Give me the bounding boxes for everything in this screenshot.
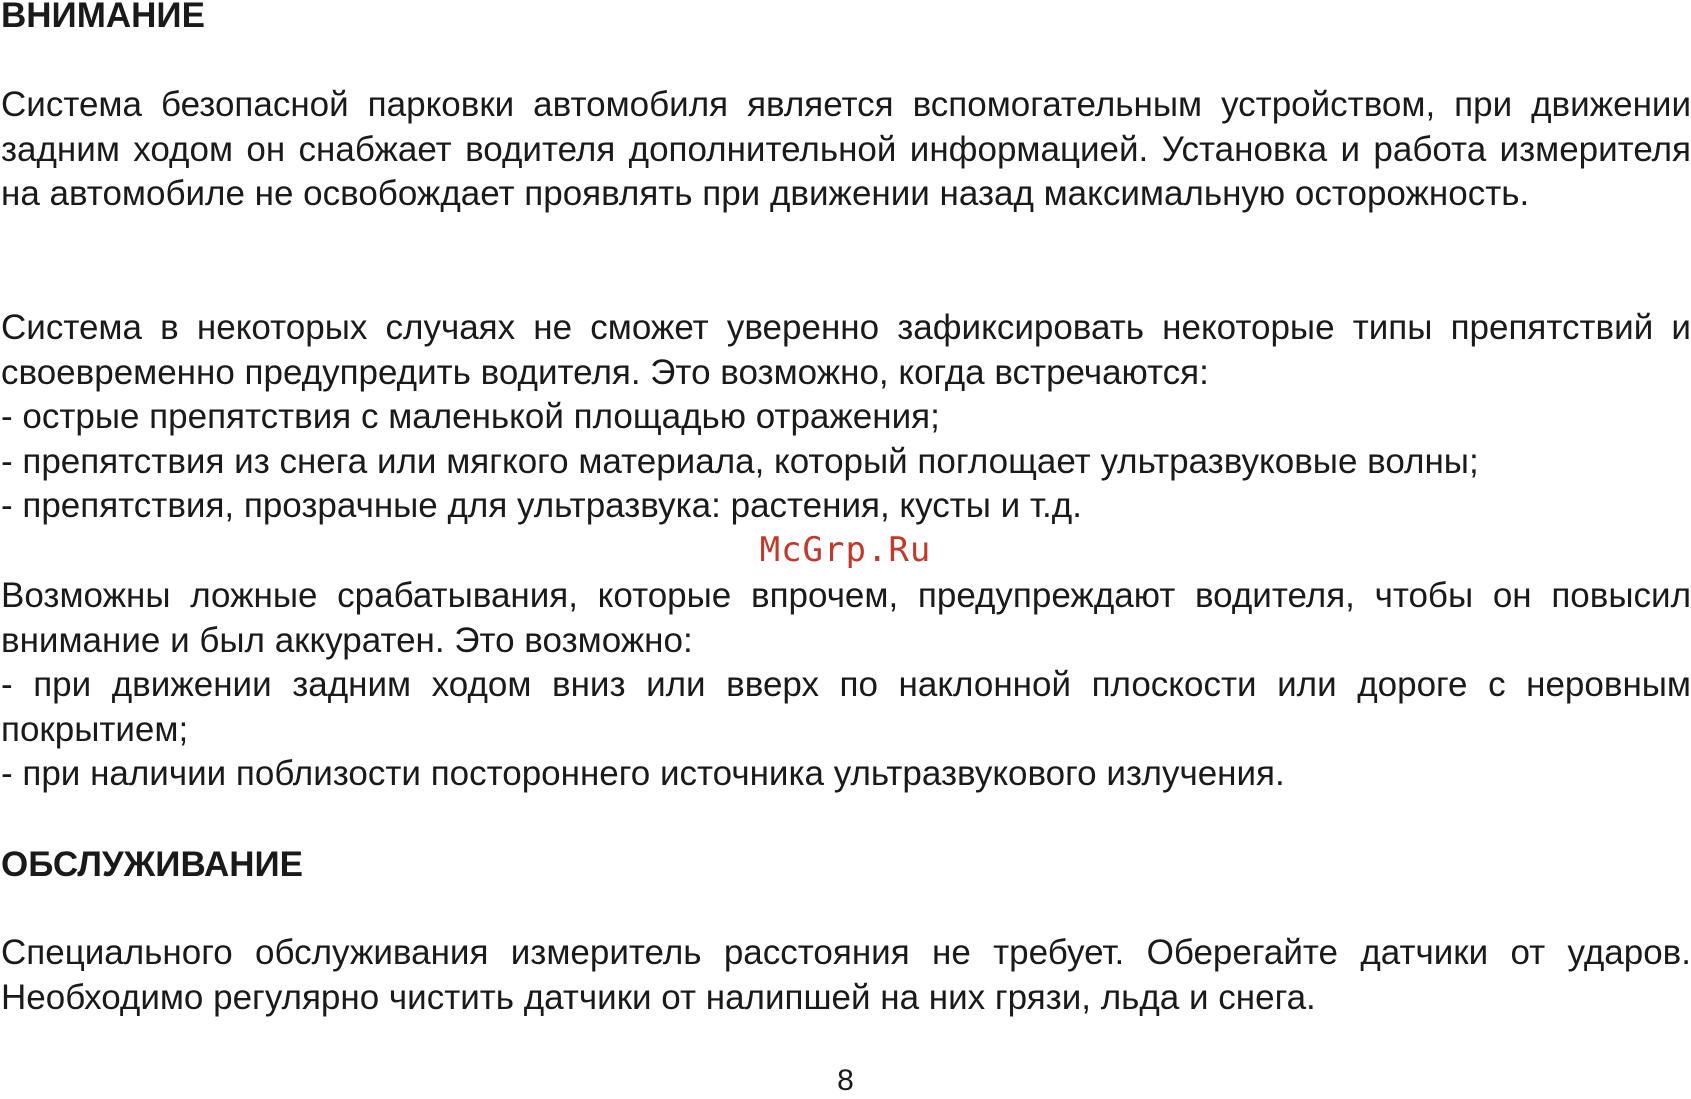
list-item: - острые препятствия с маленькой площадью отражения; [1, 397, 940, 436]
paragraph-parking-system-intro: Система безопасной парковки автомобиля является вспомогательным устройством, при движении задним ходом он снабжает водителя дополнительной информацией. Установка и работа измерителя на автомобиле не освобождает проявлять при движении назад максимальную осторожность. [1, 85, 1691, 213]
obstacle-list [1, 395, 1479, 529]
paragraph-maintenance: Специального обслуживания измеритель расстояния не требует. Оберегайте датчики от ударов. Необходимо регулярно чистить датчики от налипшей на них грязи, льда и снега. [1, 933, 1691, 1017]
list-item: - при движении задним ходом вниз или вверх по наклонной плоскости или дороге с неровным покрытием; [1, 665, 1691, 749]
list-item: - препятствия, прозрачные для ультразвука: растения, кусты и т.д. [1, 486, 1082, 525]
page-number: 8 [837, 1064, 854, 1097]
paragraph-false-alarms: Возможны ложные срабатывания, которые впрочем, предупреждают водителя, чтобы он повысил внимание и был аккуратен. Это возможно: [1, 576, 1691, 660]
section-heading-attention: ВНИМАНИЕ [1, 0, 205, 35]
false-alarm-list [1, 663, 1691, 797]
watermark-text: McGrp.Ru [759, 530, 932, 570]
list-item: - препятствия из снега или мягкого материала, который поглощает ультразвуковые волны; [1, 441, 1479, 481]
section-heading-maintenance: ОБСЛУЖИВАНИЕ [1, 845, 304, 884]
list-item: - при наличии поблизости постороннего источника ультразвукового излучения. [1, 754, 1285, 793]
paragraph-obstacle-detection-limits: Система в некоторых случаях не сможет уверенно зафиксировать некоторые типы препятствий и своевременно предупредить водителя. Это возможно, когда встречаются: [1, 308, 1691, 392]
